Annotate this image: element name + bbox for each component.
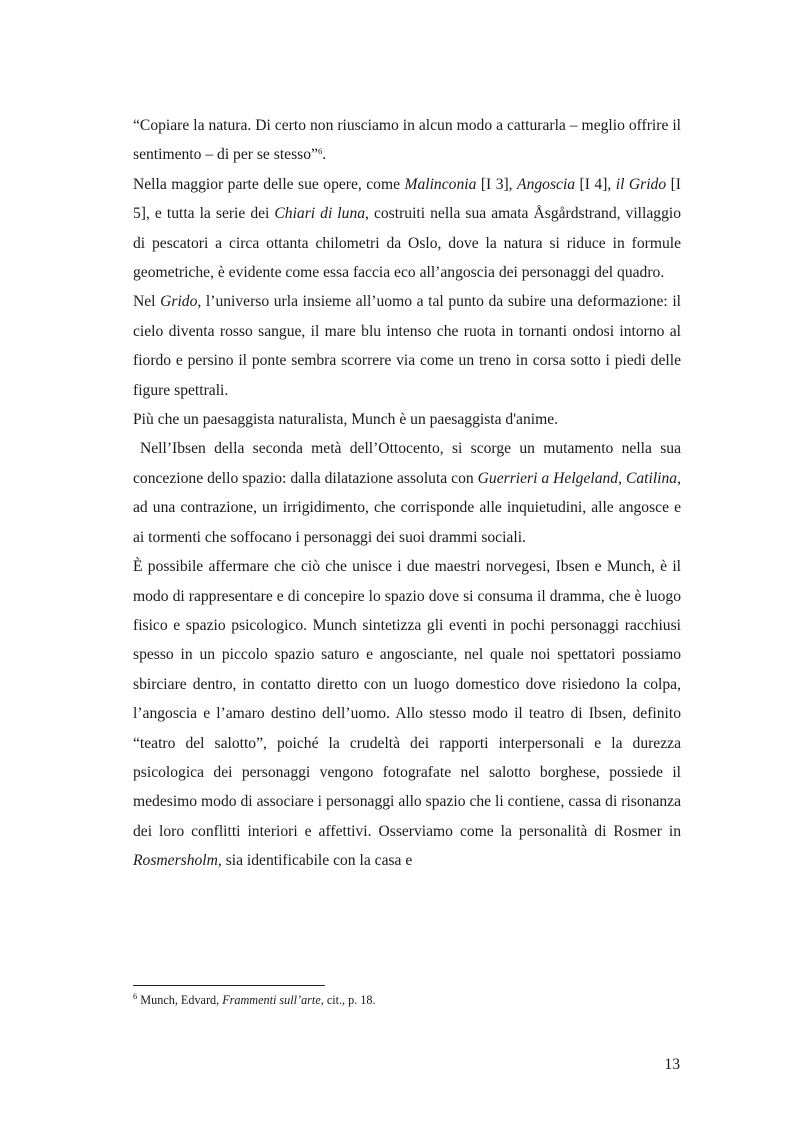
footnote-divider — [133, 985, 325, 986]
footnote-number: 6 — [133, 991, 138, 1001]
paragraph-munch-works: Nella maggior parte delle sue opere, come Malinconia [I 3], Angoscia [I 4], il Grido [I 5], e tutta la serie dei Chiari di luna, costruiti nella sua amata Åsgårdstrand, villaggio di pescatori a circa ottanta chilometri da Oslo, dove la natura si riduce in formule geometriche, è evidente come essa faccia eco all’angoscia dei personaggi del quadro. — [133, 175, 681, 282]
footnote-ref[interactable]: 6 — [317, 146, 323, 157]
page-number: 13 — [664, 1056, 680, 1073]
paragraph-paesaggista: Più che un paesaggista naturalista, Munch è un paesaggista d'anime. — [133, 411, 559, 429]
body-text — [133, 111, 681, 876]
paragraph-quote: “Copiare la natura. Di certo non riusciamo in alcun modo a catturarla – meglio offrire il sentimento – di per se stesso”$^6$. — [133, 117, 681, 164]
paragraph-maestri: È possibile affermare che ciò che unisce i due maestri norvegesi, Ibsen e Munch, è il modo di rappresentare e di concepire lo spazio dove si consuma il dramma, che è luogo fisico e spazio psicologico. Munch sintetizza gli eventi in pochi personaggi racchiusi spesso in un piccolo spazio saturo e angosciante, nel quale noi spettatori possiamo sbirciare dentro, in contatto diretto con un luogo domestico dove risiedono la colpa, l’angoscia e l’amaro destino dell’uomo. Allo stesso modo il teatro di Ibsen, definito “teatro del salotto”, poiché la crudeltà dei rapporti interpersonali e la durezza psicologica dei personaggi vengono fotografate nel salotto borghese, possiede il medesimo modo di associare i personaggi allo spazio che li contiene, cassa di risonanza dei loro conflitti interiori e affettivi. Osserviamo come la personalità di Rosmer in Rosmersholm, sia identificabile con la casa e — [133, 558, 681, 870]
paragraph-grido: Nel Grido, l’universo urla insieme all’uomo a tal punto da subire una deformazione: il cielo diventa rosso sangue, il mare blu intenso che ruota in tornanti ondosi intorno al fiordo e persino il ponte sembra scorrere via come un treno in corsa sotto i piedi delle figure spettrali. — [133, 293, 681, 399]
paragraph-ibsen: Nell’Ibsen della seconda metà dell’Ottocento, si scorge un mutamento nella sua concezione dello spazio: dalla dilatazione assoluta con Guerrieri a Helgeland, Catilina, ad una contrazione, un irrigidimento, che corrisponde alle inquietudini, alle angosce e ai tormenti che soffocano i personaggi dei suoi drammi sociali. — [133, 440, 681, 546]
footnote: $^6$ Munch, Edvard, Frammenti sull’arte, cit., p. 18. — [133, 991, 376, 1007]
